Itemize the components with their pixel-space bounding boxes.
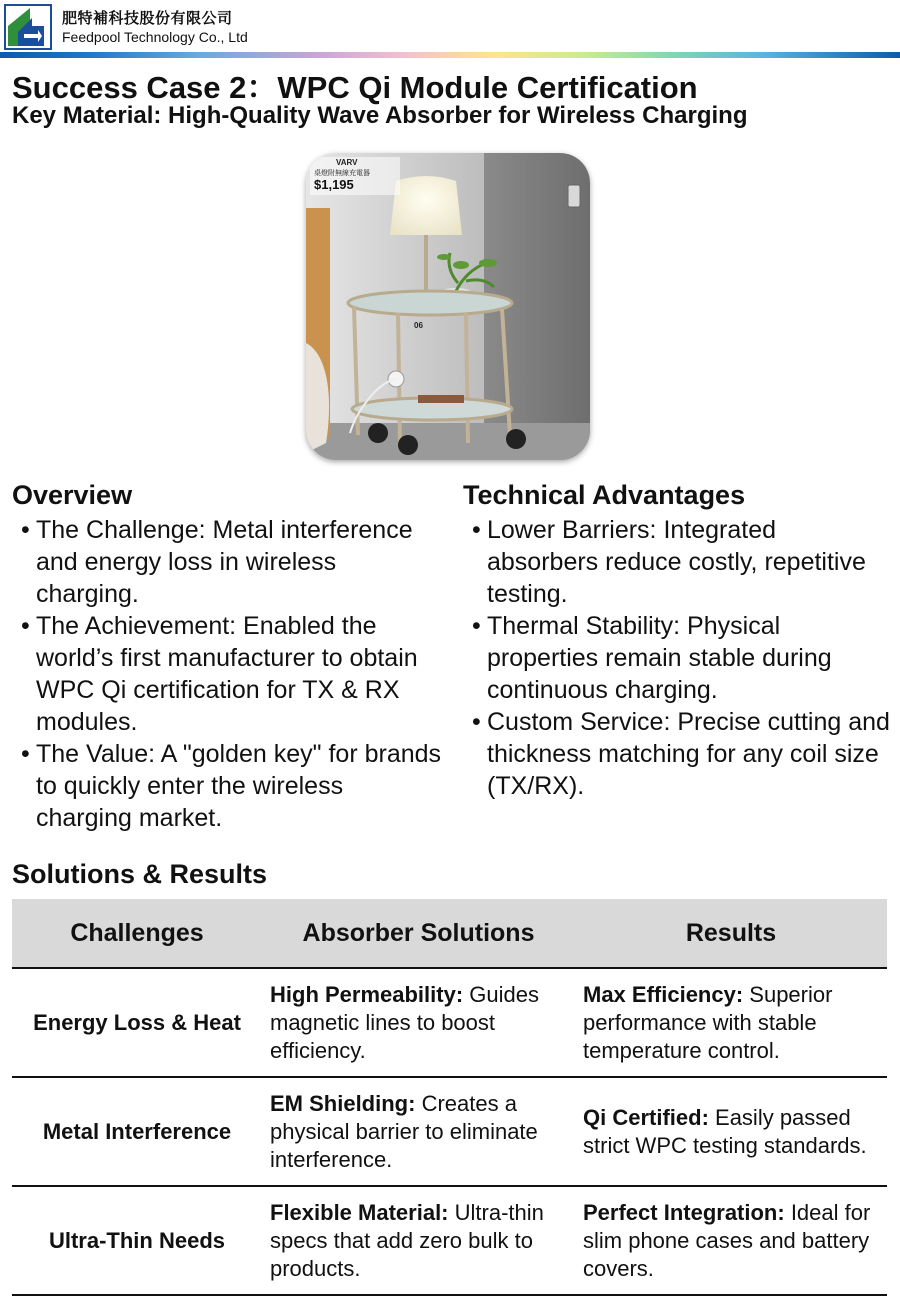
list-item: • The Challenge: Metal interference and energy loss in wireless charging. xyxy=(21,516,413,608)
solutions-heading: Solutions & Results xyxy=(12,859,268,889)
list-item: • Thermal Stability: Physical properties remain stable during continuous charging. xyxy=(472,612,832,704)
column-header: Challenges xyxy=(12,899,262,968)
challenge-cell: Metal Interference xyxy=(12,1077,262,1186)
list-item: • The Value: A "golden key" for brands to quickly enter the wireless charging market. xyxy=(21,740,442,832)
table-row xyxy=(12,1077,887,1186)
solution-cell: High Permeability: Guides magnetic lines to boost efficiency. xyxy=(262,968,575,1077)
company-logo-icon xyxy=(4,4,52,50)
photo-label-name: VARV xyxy=(336,158,358,167)
table-header-row xyxy=(12,899,887,968)
lamp-table-illustration xyxy=(306,153,590,460)
list-item: • Lower Barriers: Integrated absorbers reduce costly, repetitive testing. xyxy=(472,516,866,608)
table-row xyxy=(12,968,887,1077)
challenge-cell: Ultra-Thin Needs xyxy=(12,1186,262,1295)
challenge-cell: Energy Loss & Heat xyxy=(12,968,262,1077)
column-header: Absorber Solutions xyxy=(262,899,575,968)
result-cell: Perfect Integration: Ideal for slim phone cases and battery covers. xyxy=(575,1186,887,1295)
list-item: • The Achievement: Enabled the world’s first manufacturer to obtain WPC Qi certification for TX & RX modules. xyxy=(21,612,418,736)
page-header xyxy=(0,0,900,56)
page-subtitle: Key Material: High-Quality Wave Absorber for Wireless Charging xyxy=(12,102,748,129)
photo-price: $1,195 xyxy=(314,177,354,192)
solution-cell: Flexible Material: Ultra-thin specs that add zero bulk to products. xyxy=(262,1186,575,1295)
overview-heading: Overview xyxy=(12,480,133,510)
photo-label-desc: 桌燈附無線充電器 xyxy=(314,170,370,177)
result-cell: Max Efficiency: Superior performance with stable temperature control. xyxy=(575,968,887,1077)
product-photo xyxy=(306,153,590,460)
solutions-table xyxy=(12,899,887,1296)
overview-list xyxy=(12,514,442,834)
photo-tag: 06 xyxy=(414,321,423,330)
page-title: Success Case 2：WPC Qi Module Certification xyxy=(12,70,698,105)
advantages-list xyxy=(463,514,893,802)
result-cell: Qi Certified: Easily passed strict WPC testing standards. xyxy=(575,1077,887,1186)
column-header: Results xyxy=(575,899,887,968)
company-name-english: Feedpool Technology Co., Ltd xyxy=(62,29,248,45)
header-color-bar xyxy=(0,52,900,58)
table-row xyxy=(12,1186,887,1295)
list-item: • Custom Service: Precise cutting and thickness matching for any coil size (TX/RX). xyxy=(472,708,890,800)
advantages-heading: Technical Advantages xyxy=(463,480,746,510)
company-name-chinese: 肥特補科技股份有限公司 xyxy=(62,10,233,27)
solution-cell: EM Shielding: Creates a physical barrier to eliminate interference. xyxy=(262,1077,575,1186)
